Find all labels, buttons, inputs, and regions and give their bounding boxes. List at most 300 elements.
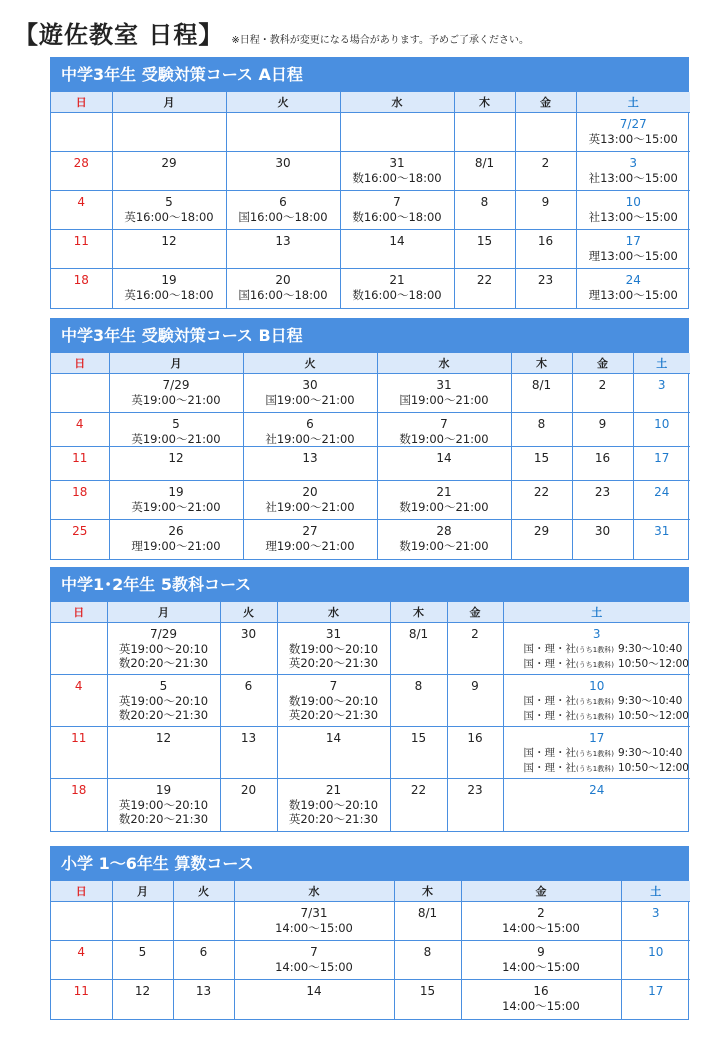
date-label: 29 [161, 156, 177, 170]
day-header: 土 [576, 92, 690, 113]
date-label: 7/27 [619, 117, 647, 131]
date-label: 8/1 [408, 627, 429, 641]
date-label: 8 [414, 679, 423, 693]
day-header: 水 [377, 353, 511, 374]
day-cell [461, 941, 621, 980]
day-header: 金 [461, 881, 621, 902]
day-cell [340, 113, 454, 152]
schedule-table [51, 92, 690, 308]
day-cell [112, 941, 173, 980]
date-label: 21 [436, 485, 452, 499]
day-cell [112, 152, 226, 191]
class-time: 理19:00～21:00 [131, 539, 221, 553]
day-cell [112, 902, 173, 941]
day-cell [51, 941, 112, 980]
day-header: 木 [454, 92, 515, 113]
day-cell [621, 941, 690, 980]
date-label: 7/29 [162, 378, 190, 392]
date-label: 9 [541, 195, 550, 209]
day-cell [112, 980, 173, 1019]
class-time: 14:00～15:00 [502, 921, 580, 935]
day-cell [173, 902, 234, 941]
class-time: 社19:00～21:00 [265, 432, 355, 446]
day-cell [51, 727, 107, 779]
date-label: 7 [329, 679, 338, 693]
day-cell [576, 152, 690, 191]
day-cell [621, 980, 690, 1019]
date-label: 29 [533, 524, 550, 538]
day-cell [51, 230, 112, 269]
table-row [51, 374, 690, 413]
saturday-class [504, 761, 691, 776]
day-cell [576, 113, 690, 152]
date-label: 31 [325, 627, 342, 641]
date-label: 17 [625, 234, 641, 248]
date-label: 19 [161, 273, 177, 287]
day-cell [394, 980, 461, 1019]
day-cell [109, 447, 243, 481]
date-label: 2 [541, 156, 550, 170]
day-cell [390, 675, 447, 727]
class-time: 数19:00～21:00 [399, 432, 489, 446]
day-cell [226, 113, 340, 152]
day-cell [515, 191, 576, 230]
day-header: 土 [503, 602, 690, 623]
class-time: 数19:00～21:00 [399, 539, 489, 553]
day-cell [390, 779, 447, 831]
day-cell [576, 230, 690, 269]
table-row [51, 113, 690, 152]
day-cell [377, 413, 511, 447]
day-cell [340, 269, 454, 308]
class-time: 10:50～12:00 [617, 658, 689, 670]
class-time: 理13:00～15:00 [588, 249, 678, 263]
class-time: 英19:00～21:00 [131, 500, 221, 514]
day-cell [226, 269, 340, 308]
class-time: 10:50～12:00 [617, 762, 689, 774]
day-cell [511, 447, 572, 481]
date-label: 2 [598, 378, 607, 392]
day-cell [515, 113, 576, 152]
day-cell [243, 481, 377, 520]
day-cell [226, 230, 340, 269]
date-label: 20 [302, 485, 318, 499]
day-cell [243, 520, 377, 559]
day-header: 金 [447, 602, 503, 623]
day-header: 火 [226, 92, 340, 113]
section-title: 中学1･2年生 5教科コース [51, 568, 688, 602]
day-cell [51, 152, 112, 191]
day-header: 水 [277, 602, 390, 623]
class-time: 英20:20～21:30 [288, 656, 379, 670]
date-label: 7/29 [150, 627, 177, 641]
day-cell [277, 675, 390, 727]
day-header: 月 [112, 881, 173, 902]
date-label: 15 [476, 234, 493, 248]
date-label: 17 [589, 731, 605, 745]
day-cell [220, 727, 277, 779]
date-label: 28 [73, 156, 89, 170]
date-label: 15 [533, 451, 550, 465]
date-label: 13 [240, 731, 257, 745]
class-time: 数20:20～21:30 [118, 708, 209, 722]
date-label: 14 [436, 451, 452, 465]
day-cell [112, 113, 226, 152]
date-label: 20 [275, 273, 291, 287]
day-cell [447, 623, 503, 675]
day-header: 土 [621, 881, 690, 902]
date-label: 22 [533, 485, 550, 499]
date-label: 17 [654, 451, 670, 465]
day-cell [377, 447, 511, 481]
table-row [51, 520, 690, 559]
class-time: 数16:00～18:00 [352, 288, 442, 302]
day-cell [277, 779, 390, 831]
date-label: 23 [594, 485, 611, 499]
table-row [51, 269, 690, 308]
day-cell [226, 152, 340, 191]
table-row [51, 191, 690, 230]
date-label: 30 [240, 627, 257, 641]
subject-label: 国・理・社 [523, 710, 577, 722]
date-label: 26 [168, 524, 184, 538]
day-header: 水 [234, 881, 394, 902]
date-label: 7 [440, 417, 448, 431]
day-cell [454, 113, 515, 152]
day-cell [503, 675, 690, 727]
class-time: 14:00～15:00 [275, 960, 353, 974]
date-label: 12 [168, 451, 184, 465]
table-row [51, 941, 690, 980]
day-cell [234, 902, 394, 941]
day-cell [51, 269, 112, 308]
date-label: 2 [471, 627, 479, 641]
date-label: 17 [648, 984, 664, 998]
table-row [51, 623, 690, 675]
saturday-class [504, 642, 691, 657]
day-cell [226, 191, 340, 230]
day-cell [503, 623, 690, 675]
day-header: 火 [243, 353, 377, 374]
day-cell [173, 941, 234, 980]
date-label: 10 [589, 679, 605, 693]
day-cell [51, 481, 109, 520]
saturday-class [504, 657, 691, 672]
date-label: 18 [73, 273, 89, 287]
date-label: 13 [302, 451, 318, 465]
date-label: 6 [306, 417, 314, 431]
date-label: 9 [598, 417, 607, 431]
date-label: 4 [77, 195, 86, 209]
day-header: 日 [51, 353, 109, 374]
day-cell [390, 727, 447, 779]
schedule-section-5subjects [50, 567, 689, 832]
day-cell [572, 413, 633, 447]
subject-note: (うち1教科) [576, 698, 614, 706]
day-cell [243, 413, 377, 447]
class-time: 英19:00～21:00 [131, 432, 221, 446]
class-time: 国16:00～18:00 [238, 288, 328, 302]
day-cell [340, 230, 454, 269]
date-label: 16 [467, 731, 483, 745]
day-cell [394, 902, 461, 941]
date-label: 6 [244, 679, 253, 693]
day-cell [220, 623, 277, 675]
day-cell [112, 269, 226, 308]
date-label: 7 [393, 195, 401, 209]
section-title: 中学3年生 受験対策コース A日程 [51, 58, 688, 92]
day-header: 月 [107, 602, 220, 623]
date-label: 21 [389, 273, 405, 287]
date-label: 30 [594, 524, 611, 538]
date-label: 5 [172, 417, 180, 431]
day-cell [51, 520, 109, 559]
date-label: 23 [467, 783, 483, 797]
change-notice: ※日程・教科が変更になる場合があります。予めご了承ください。 [231, 35, 529, 46]
class-time: 数20:20～21:30 [118, 812, 209, 826]
day-cell [576, 269, 690, 308]
day-cell [112, 230, 226, 269]
day-cell [447, 727, 503, 779]
date-label: 16 [594, 451, 611, 465]
subject-note: (うち1教科) [576, 646, 614, 654]
table-row [51, 727, 690, 779]
class-time: 14:00～15:00 [502, 960, 580, 974]
date-label: 23 [537, 273, 554, 287]
date-label: 22 [410, 783, 427, 797]
schedule-section-a [50, 57, 689, 309]
day-cell [109, 374, 243, 413]
subject-label: 国・理・社 [523, 695, 577, 707]
day-cell [377, 481, 511, 520]
day-header: 木 [390, 602, 447, 623]
day-cell [173, 980, 234, 1019]
day-header: 月 [112, 92, 226, 113]
day-cell [572, 374, 633, 413]
class-time: 英16:00～18:00 [124, 210, 214, 224]
date-label: 10 [654, 417, 670, 431]
day-cell [515, 269, 576, 308]
date-label: 27 [302, 524, 318, 538]
day-cell [454, 230, 515, 269]
date-label: 15 [419, 984, 436, 998]
date-label: 5 [138, 945, 147, 959]
date-label: 9 [471, 679, 479, 693]
subject-note: (うち1教科) [576, 765, 614, 773]
day-cell [511, 413, 572, 447]
class-time: 9:30～10:40 [617, 695, 683, 707]
date-label: 9 [537, 945, 545, 959]
class-time: 9:30～10:40 [617, 747, 683, 759]
day-cell [377, 374, 511, 413]
day-cell [51, 447, 109, 481]
day-cell [461, 902, 621, 941]
day-cell [447, 779, 503, 831]
subject-label: 国・理・社 [523, 762, 577, 774]
date-label: 16 [537, 234, 554, 248]
date-label: 4 [75, 417, 84, 431]
day-cell [447, 675, 503, 727]
day-cell [394, 941, 461, 980]
day-cell [633, 447, 690, 481]
day-cell [51, 902, 112, 941]
section-title: 中学3年生 受験対策コース B日程 [51, 319, 688, 353]
day-cell [107, 675, 220, 727]
date-label: 19 [168, 485, 184, 499]
date-label: 3 [657, 378, 666, 392]
date-label: 28 [436, 524, 452, 538]
date-label: 10 [648, 945, 664, 959]
date-label: 3 [629, 156, 638, 170]
date-label: 8 [537, 417, 546, 431]
subject-label: 国・理・社 [523, 747, 577, 759]
date-label: 31 [389, 156, 405, 170]
class-time: 10:50～12:00 [617, 710, 689, 722]
class-time: 数19:00～21:00 [399, 500, 489, 514]
day-cell [107, 779, 220, 831]
table-row [51, 481, 690, 520]
class-time: 数19:00～20:10 [288, 798, 379, 812]
date-label: 8/1 [474, 156, 495, 170]
day-cell [51, 191, 112, 230]
date-label: 12 [134, 984, 151, 998]
day-cell [340, 191, 454, 230]
day-cell [51, 413, 109, 447]
date-label: 7/31 [300, 906, 328, 920]
day-cell [511, 481, 572, 520]
day-header: 火 [173, 881, 234, 902]
day-cell [243, 374, 377, 413]
class-time: 英19:00～20:10 [118, 798, 209, 812]
date-label: 18 [72, 485, 88, 499]
day-cell [51, 374, 109, 413]
date-label: 6 [279, 195, 287, 209]
table-row [51, 413, 690, 447]
day-cell [377, 520, 511, 559]
day-cell [633, 481, 690, 520]
class-time: 英19:00～21:00 [131, 393, 221, 407]
date-label: 24 [589, 783, 605, 797]
date-label: 2 [537, 906, 545, 920]
date-label: 15 [410, 731, 427, 745]
class-time: 数19:00～20:10 [288, 694, 379, 708]
day-cell [51, 113, 112, 152]
class-time: 英16:00～18:00 [124, 288, 214, 302]
saturday-class [504, 694, 691, 709]
day-cell [633, 413, 690, 447]
day-cell [454, 269, 515, 308]
day-header: 火 [220, 602, 277, 623]
schedule-table [51, 881, 690, 1019]
date-label: 25 [72, 524, 88, 538]
day-header: 日 [51, 881, 112, 902]
class-time: 数20:20～21:30 [118, 656, 209, 670]
table-row [51, 230, 690, 269]
date-label: 20 [240, 783, 257, 797]
date-label: 5 [165, 195, 173, 209]
class-time: 英20:20～21:30 [288, 812, 379, 826]
day-cell [633, 520, 690, 559]
page-header [14, 20, 529, 50]
subject-note: (うち1教科) [576, 713, 614, 721]
schedule-section-math [50, 846, 689, 1020]
day-cell [107, 727, 220, 779]
day-cell [109, 520, 243, 559]
class-time: 社13:00～15:00 [588, 210, 678, 224]
day-cell [51, 779, 107, 831]
class-time: 14:00～15:00 [275, 921, 353, 935]
day-cell [107, 623, 220, 675]
date-label: 30 [275, 156, 291, 170]
date-label: 14 [306, 984, 322, 998]
date-label: 8/1 [531, 378, 552, 392]
schedule-section-b [50, 318, 689, 560]
day-cell [51, 623, 107, 675]
table-row [51, 152, 690, 191]
day-header: 日 [51, 92, 112, 113]
date-label: 21 [325, 783, 342, 797]
day-cell [51, 675, 107, 727]
subject-note: (うち1教科) [576, 750, 614, 758]
day-cell [277, 623, 390, 675]
day-cell [515, 230, 576, 269]
class-time: 数19:00～20:10 [288, 642, 379, 656]
section-title: 小学 1～6年生 算数コース [51, 847, 688, 881]
day-cell [515, 152, 576, 191]
day-cell [234, 980, 394, 1019]
day-cell [390, 623, 447, 675]
day-cell [109, 481, 243, 520]
date-label: 3 [651, 906, 660, 920]
day-cell [503, 779, 690, 831]
schedule-table [51, 353, 690, 559]
day-cell [112, 191, 226, 230]
table-row [51, 980, 690, 1019]
day-cell [109, 413, 243, 447]
class-time: 9:30～10:40 [617, 643, 683, 655]
day-header: 木 [394, 881, 461, 902]
day-cell [621, 902, 690, 941]
class-time: 理13:00～15:00 [588, 288, 678, 302]
day-header: 水 [340, 92, 454, 113]
date-label: 24 [625, 273, 641, 287]
day-header: 木 [511, 353, 572, 374]
class-time: 社13:00～15:00 [588, 171, 678, 185]
subject-label: 国・理・社 [523, 643, 577, 655]
date-label: 7 [310, 945, 318, 959]
class-time: 14:00～15:00 [502, 999, 580, 1013]
class-time: 英13:00～15:00 [588, 132, 678, 146]
day-cell [461, 980, 621, 1019]
date-label: 13 [195, 984, 212, 998]
date-label: 8 [423, 945, 432, 959]
saturday-class [504, 746, 691, 761]
date-label: 31 [436, 378, 452, 392]
saturday-class [504, 709, 691, 724]
date-label: 31 [654, 524, 670, 538]
date-label: 8/1 [417, 906, 438, 920]
date-label: 19 [155, 783, 172, 797]
day-cell [511, 374, 572, 413]
table-row [51, 675, 690, 727]
date-label: 16 [533, 984, 549, 998]
day-cell [572, 481, 633, 520]
class-time: 英20:20～21:30 [288, 708, 379, 722]
date-label: 3 [592, 627, 601, 641]
day-cell [576, 191, 690, 230]
class-time: 国19:00～21:00 [265, 393, 355, 407]
day-cell [572, 520, 633, 559]
